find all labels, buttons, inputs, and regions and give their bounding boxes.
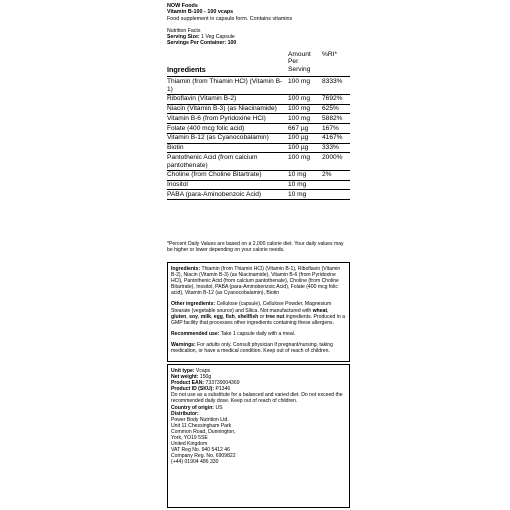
servings-per-container xyxy=(167,40,236,46)
allergen-word: gluten xyxy=(171,313,187,320)
nutrient-name: Niacin (Vitamin B-3) (as Niacinamide) xyxy=(167,105,277,113)
recommended-use-paragraph xyxy=(171,331,346,337)
ingredients-text: Thiamin (from Thiamin HCl) (Vitamin B-1), Riboflavin (Vitamin B-2), Niacin (Vitamin B-3) (as Niacinamide), Vitamin B-6 (from Pyridoxine HCl), Pantothenic Acid (from calcium pantothenate), Choline (from Choline Bitartrate), Inositol, PABA (para-Aminobenzoic Acid), Folate (400 mcg folic acid), Vitamin B-12 (as Cyanocobalamin), Biotin xyxy=(171,266,341,297)
unit-type-label: Unit type: xyxy=(171,368,195,374)
nutrient-ri: 625% xyxy=(322,105,339,113)
nutrient-name: PABA (para-Aminobenzoic Acid) xyxy=(167,190,262,198)
allergen-word: fish xyxy=(225,313,235,320)
net-weight-value: 150g xyxy=(199,374,212,381)
distributor-line: Company Reg. No. 6909822 xyxy=(171,453,236,460)
product-name: Vitamin B-100 - 100 vcaps xyxy=(167,9,234,16)
nutrient-ri: 8333% xyxy=(322,77,343,85)
allergen-word: tree nut xyxy=(265,313,285,320)
nutrient-amount: 10 mg xyxy=(288,171,307,179)
nutrition-table-header xyxy=(167,50,350,77)
nutrient-row xyxy=(167,180,350,190)
nutrient-amount: 100 µg xyxy=(288,144,309,152)
nutrient-row xyxy=(167,153,350,170)
nutrient-name: Vitamin B-12 (as Cyanocobalamin) xyxy=(167,134,269,142)
warnings-paragraph xyxy=(171,342,346,354)
distributor-line: United Kingdom xyxy=(171,441,208,448)
nutrient-amount: 667 µg xyxy=(288,124,309,132)
distributor-line: (+44) 01904 486 330 xyxy=(171,459,219,466)
product-ean-label: Product EAN: xyxy=(171,380,205,387)
nutrient-row xyxy=(167,77,350,94)
nutrient-amount: 10 mg xyxy=(288,190,307,198)
nutrient-row xyxy=(167,94,350,104)
nutrition-table-body xyxy=(167,77,350,200)
column-ingredients: Ingredients xyxy=(167,50,288,77)
servings-label: Servings Per Container: xyxy=(167,40,227,47)
column-amount: Amount Per Serving xyxy=(288,50,322,77)
nutrition-facts-title: Nutrition Facts xyxy=(167,28,201,34)
nutrient-name: Vitamin B-6 (from Pyridoxine HCl) xyxy=(167,114,266,122)
ingredients-label: Ingredients: xyxy=(171,266,201,272)
nutrient-name: Riboflavin (Vitamin B-2) xyxy=(167,95,237,103)
product-sku-value: P1346 xyxy=(215,386,231,393)
servings-value: 100 xyxy=(227,40,237,47)
nutrient-name: Choline (from Choline Bitartrate) xyxy=(167,171,262,179)
distributor-address xyxy=(171,417,346,466)
nutrient-amount: 100 mg xyxy=(288,154,310,162)
serving-size-value: 1 Veg Capsule xyxy=(201,34,235,41)
nutrient-amount: 100 mg xyxy=(288,95,310,103)
nutrition-facts-summary xyxy=(167,28,236,47)
nutrient-ri xyxy=(322,180,350,190)
other-ingredients-paragraph xyxy=(171,301,346,325)
distributor-line: Common Road, Dunnington, xyxy=(171,428,236,435)
allergen-list: wheat, gluten, soy, milk, egg, fish, shellfish or tree nut xyxy=(171,307,329,320)
nutrient-amount: 100 µg xyxy=(288,134,309,142)
nutrient-row xyxy=(167,170,350,180)
nutrient-amount: 100 mg xyxy=(288,105,310,113)
allergen-word: egg xyxy=(213,313,223,320)
distributor-line: Power Body Nutrition Ltd. xyxy=(171,416,229,423)
nutrient-ri: 167% xyxy=(322,124,339,132)
nutrient-ri: 2% xyxy=(322,171,332,179)
distributor-line: Unit 11 Chessingham Park xyxy=(171,422,232,429)
allergen-word: wheat xyxy=(312,307,328,314)
other-ingredients-text: Cellulose (capsule), Cellulose Powder, Magnesium Stearate (vegetable source) and Silica. Not manufactured with xyxy=(171,301,332,314)
nutrient-amount: 10 mg xyxy=(288,181,307,189)
product-description: Food supplement in capsule form. Contains vitamins xyxy=(167,15,293,22)
nutrition-table xyxy=(167,50,350,200)
nutrient-ri: 333% xyxy=(322,144,339,152)
allergen-word: shellfish xyxy=(237,313,259,320)
serving-size-label: Serving Size: xyxy=(167,34,200,41)
nutrient-ri xyxy=(322,190,350,200)
warnings-label: Warnings: xyxy=(171,341,196,348)
usage-advice: Do not use as a substitute for a balanced and varied diet. Do not exceed the recommended daily dose. Keep out of reach of children. xyxy=(171,392,343,405)
net-weight-label: Net weight: xyxy=(171,374,199,381)
nutrient-name: Folate (400 mcg folic acid) xyxy=(167,124,245,132)
nutrient-row xyxy=(167,104,350,114)
brand-name: NOW Foods xyxy=(167,3,198,9)
nutrient-row xyxy=(167,143,350,153)
nutrient-row xyxy=(167,133,350,143)
ingredient-details-box xyxy=(167,262,350,362)
product-info-box xyxy=(167,364,350,508)
nutrient-name: Thiamin (from Thiamin HCl) (Vitamin B-1) xyxy=(167,77,283,93)
nutrient-ri: 4167% xyxy=(322,134,343,142)
nutrient-amount: 100 mg xyxy=(288,77,310,85)
nutrient-name: Pantothenic Acid (from calcium pantothenate) xyxy=(167,154,258,169)
recommended-use-label: Recommended use: xyxy=(171,330,220,337)
other-ingredients-text-2: ingredients. Produced in a GMP facility that processes other ingredients containing these allergens. xyxy=(171,313,345,326)
country-of-origin-value: US xyxy=(215,404,223,411)
allergen-word: milk xyxy=(200,313,211,320)
other-ingredients-label: Other ingredients: xyxy=(171,301,216,308)
nutrient-row xyxy=(167,114,350,124)
column-ri: %RI* xyxy=(322,50,350,77)
nutrient-ri: 7692% xyxy=(322,95,343,103)
nutrient-amount: 100 mg xyxy=(288,114,310,122)
nutrient-ri: 5882% xyxy=(322,114,343,122)
distributor-line: VAT Reg No. 940 5412 46 xyxy=(171,447,230,454)
nutrient-row xyxy=(167,124,350,134)
recommended-use-text: Take 1 capsule daily with a meal. xyxy=(220,330,296,337)
allergen-word: soy xyxy=(189,313,198,320)
unit-type-value: Vcaps xyxy=(195,368,211,374)
product-ean-value: 733739004369 xyxy=(205,380,240,387)
country-of-origin-label: Country of origin: xyxy=(171,404,215,411)
nutrient-row xyxy=(167,190,350,200)
distributor-line: York, YO19 5SE xyxy=(171,435,208,442)
product-sku-label: Product ID (SKU): xyxy=(171,386,215,393)
nutrient-ri: 2000% xyxy=(322,154,343,162)
daily-value-footnote: *Percent Daily Values are based on a 2,000 calorie diet. Your daily values may be higher or lower depending on your calorie needs. xyxy=(167,241,344,254)
distributor-label: Distributor: xyxy=(171,410,199,417)
nutrient-name: Biotin xyxy=(167,144,184,152)
nutrient-name: Inositol xyxy=(167,181,188,189)
ingredients-paragraph xyxy=(171,266,346,296)
product-header xyxy=(167,3,387,22)
warnings-text: For adults only. Consult physician if pregnant/nursing, taking medication, or have a medical condition. Keep out of reach of children. xyxy=(171,341,333,355)
